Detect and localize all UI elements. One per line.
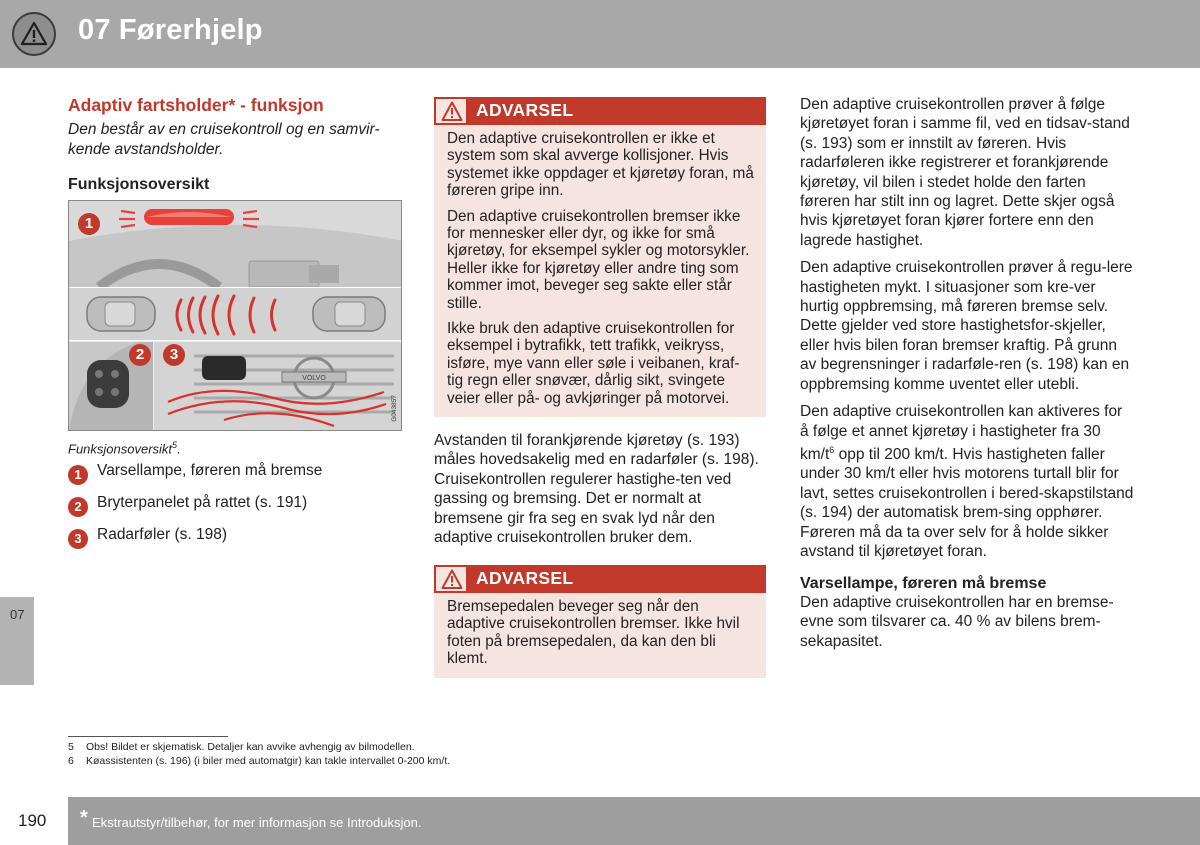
- legend-item: [68, 462, 408, 494]
- body-paragraph-distance: Avstanden til forankjørende kjøretøy (s. 193) måles hovedsakelig med en radarføler (s. 198). Cruisekontrollen regulerer hastighe-ten ved gassing og bremsing. Det er normalt at bremsene gir fra seg en svak lyd når den adaptive cruisekontrollen bruker dem.: [434, 432, 759, 547]
- header-icon-box: [0, 0, 68, 68]
- warning-paragraph: Ikke bruk den adaptive cruisekontrollen for eksempel i bytrafikk, tett trafikk, veikryss, isføre, mye vann eller søle i veibanen, kraf-tig regn eller snøvær, dårlig sikt, svingete veier eller på- og avkjøringer på motorvei.: [447, 320, 740, 407]
- footer-bar: [68, 797, 1200, 845]
- body-paragraph-part: opp til 200 km/t. Hvis hastigheten faller under 30 km/t eller hvis motorens turtall blir for lavt, settes cruisekontrollen i bered-skapstilstand (s. 194) der automatisk brem-sing opphører. Føreren må da ta over selv for å holde sikker avstand til kjøretøyet foran.: [800, 446, 1134, 561]
- body-paragraph: Den adaptive cruisekontrollen prøver å følge kjøretøyet foran i samme fil, ved en tidsav-stand (s. 193) som er innstilt av føreren. Hvis radarføleren ikke registrerer et forankjørende kjøretøy, vil bilen i stedet holde den farten føreren har stilt inn og lagret. Dette skjer også hvis kjøretøyet foran kjører fortere enn den lagrede hastighet.: [800, 96, 1130, 249]
- chapter-side-tab: [0, 597, 34, 685]
- rear-car-icon: [87, 297, 155, 331]
- legend-text: Varsellampe, føreren må bremse: [97, 462, 323, 480]
- figure-code: G043857: [391, 395, 398, 422]
- section-title: Adaptiv fartsholder* - funksjon: [68, 95, 324, 115]
- footnote: [68, 741, 450, 755]
- footnote-number: 5: [68, 741, 74, 753]
- column-left: [68, 95, 408, 558]
- footnote: [68, 755, 450, 769]
- figure-dashboard-panel: [69, 201, 402, 287]
- asterisk-icon: *: [80, 807, 88, 829]
- footer-text: Ekstrautstyr/tilbehør, for mer informasjon se Introduksjon.: [92, 815, 422, 830]
- legend-badge: 3: [68, 529, 88, 549]
- footnote-ref: 6: [829, 444, 835, 455]
- warning-paragraph: Den adaptive cruisekontrollen er ikke et system som skal avverge kollisjoner. Hvis systemet ikke oppdager et kjøretøy foran, må føreren gripe inn.: [447, 130, 754, 200]
- section-intro: Den består av en cruisekontroll og en samvir-kende avstandsholder.: [68, 121, 380, 158]
- legend-badge: 2: [68, 497, 88, 517]
- figure-caption: [68, 440, 408, 456]
- chapter-title: 07 Førerhjelp: [78, 14, 263, 46]
- warning-paragraph: Bremsepedalen beveger seg når den adaptive cruisekontrollen bremser. Ikke hvil foten på bremsepedalen, da kan den bli klemt.: [447, 598, 740, 668]
- svg-text:VOLVO: VOLVO: [302, 375, 326, 382]
- legend-text: Bryterpanelet på rattet (s. 191): [97, 494, 308, 512]
- function-overview-figure: [68, 200, 402, 431]
- figure-legend: [68, 462, 408, 558]
- footnote-text: Obs! Bildet er skjematisk. Detaljer kan avvike avhengig av bilmodellen.: [86, 741, 415, 753]
- figure-grille-panel: [154, 342, 402, 431]
- figure-badge-3: 3: [163, 344, 185, 366]
- warning-header: [434, 565, 766, 593]
- warning-title: ADVARSEL: [476, 100, 574, 120]
- page-number: 190: [18, 811, 47, 830]
- warning-triangle-icon: [434, 565, 468, 593]
- figure-subtitle: Funksjonsoversikt: [68, 176, 210, 193]
- warning-body: [434, 125, 766, 417]
- figure-badge-2: 2: [129, 344, 151, 366]
- warning-triangle-icon: [12, 12, 56, 56]
- legend-text: Radarføler (s. 198): [97, 526, 228, 544]
- footnotes: [68, 741, 450, 768]
- figure-caption-text: Funksjonsoversikt: [68, 441, 173, 457]
- footnote-number: 6: [68, 754, 74, 767]
- warning-box-1: [434, 97, 766, 417]
- footnote-divider: [68, 736, 228, 737]
- warning-header: [434, 97, 766, 125]
- footnote-text: Køassistenten (s. 196) (i biler med automatgir) kan takle intervallet 0-200 km/t.: [86, 754, 451, 767]
- figure-badge-1: 1: [78, 213, 100, 235]
- warning-triangle-icon: [434, 97, 468, 125]
- front-car-icon: [313, 297, 385, 331]
- figure-caption-footnote-ref: 5: [172, 440, 178, 450]
- figure-caption-end: .: [177, 441, 181, 457]
- warning-box-2: [434, 565, 766, 678]
- warning-body: [434, 593, 766, 678]
- warning-title: ADVARSEL: [476, 568, 574, 588]
- legend-badge: 1: [68, 465, 88, 485]
- body-paragraph: Den adaptive cruisekontrollen prøver å regu-lere hastigheten mykt. I situasjoner som kre-ver hurtig oppbremsing, må føreren bremse selv. Dette gjelder ved store hastighetsfor-skjeller, eller hvis bilen foran bremser kraftig. På grunn av begrensninger i radarføle-ren (s. 198) kan en oppbremsing komme uventet eller utebli.: [800, 259, 1133, 393]
- body-paragraph: [800, 402, 1135, 561]
- warning-paragraph: Den adaptive cruisekontrollen bremser ikke for mennesker eller dyr, og ikke for små kjøretøy, for eksempel sykler og motorsykler. Heller ikke for kjøretøy eller andre ting som kommer imot, beveger seg sakte eller står stille.: [447, 207, 750, 312]
- legend-item: [68, 494, 408, 526]
- figure-radar-panel: [69, 287, 402, 341]
- legend-item: [68, 526, 408, 558]
- body-paragraph: Den adaptive cruisekontrollen har en bremse-evne som tilsvarer ca. 40 % av bilens brem-sekapasitet.: [800, 593, 1114, 650]
- body-paragraph-part: Den adaptive cruisekontrollen kan aktiveres for å følge et annet kjøretøy i hastigheter fra 30 km/t: [800, 403, 1123, 464]
- column-right: [800, 95, 1135, 659]
- subsection-title: Varsellampe, føreren må bremse: [800, 574, 1047, 592]
- page-header: [0, 0, 1200, 68]
- chapter-side-tab-label: 07: [10, 607, 25, 622]
